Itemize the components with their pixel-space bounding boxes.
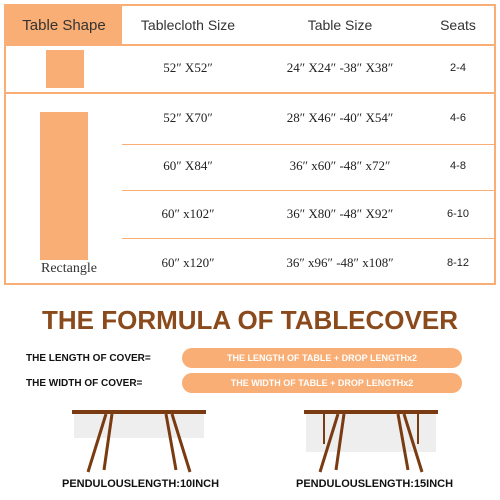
table-drop-10-inch-illustration	[66, 404, 216, 474]
square-shape-swatch	[46, 50, 84, 88]
row-4-seats: 6-10	[446, 208, 470, 220]
header-divider	[6, 44, 494, 46]
header-table-shape: Table Shape	[6, 6, 122, 44]
row-2-cloth: 52″ X70″	[163, 110, 213, 125]
tabletop	[72, 410, 206, 414]
width-formula-pill: THE WIDTH OF TABLE + DROP LENGTHx2	[182, 373, 462, 393]
length-formula-pill: THE LENGTH OF TABLE + DROP LENGTHx2	[182, 348, 462, 368]
row-3-size: 36″ x60″ -48″ x72″	[289, 158, 391, 173]
row-2-seats: 4-6	[450, 112, 466, 124]
group-divider	[6, 92, 494, 94]
row-1-size: 24″ X24″ -38″ X38″	[286, 60, 394, 75]
header-seats: Seats	[440, 17, 476, 33]
tablecloth-drape	[306, 412, 436, 452]
rectangle-shape-swatch	[40, 112, 88, 260]
header-tablecloth-size: Tablecloth Size	[140, 17, 236, 33]
formula-title: THE FORMULA OF TABLECOVER	[42, 305, 458, 335]
row-3-cloth: 60″ X84″	[163, 158, 213, 173]
row-divider	[122, 190, 494, 191]
header-table-size: Table Size	[307, 17, 373, 33]
row-1-cloth: 52″ X52″	[163, 60, 213, 75]
row-2-size: 28″ X46″ -40″ X54″	[286, 110, 394, 125]
table-drop-15-inch-illustration	[298, 404, 448, 474]
width-of-cover-label: THE WIDTH OF COVER=	[26, 377, 143, 389]
pendulous-length-10-label: PENDULOUSLENGTH:10INCH	[62, 478, 220, 490]
row-5-size: 36″ x96″ -48″ x108″	[286, 255, 394, 270]
row-divider	[122, 238, 494, 239]
row-5-seats: 8-12	[446, 257, 470, 269]
tabletop	[304, 410, 438, 414]
size-table	[4, 4, 496, 285]
length-of-cover-label: THE LENGTH OF COVER=	[26, 352, 151, 364]
rectangle-label: Rectangle	[41, 261, 97, 276]
row-4-size: 36″ X80″ -48″ X92″	[286, 206, 394, 221]
row-4-cloth: 60″ x102″	[161, 206, 215, 221]
tablecloth-drape	[74, 412, 204, 438]
pendulous-length-15-label: PENDULOUSLENGTH:15INCH	[296, 478, 454, 490]
row-5-cloth: 60″ x120″	[161, 255, 215, 270]
row-1-seats: 2-4	[450, 62, 466, 74]
row-divider	[122, 144, 494, 145]
row-3-seats: 4-8	[450, 160, 466, 172]
